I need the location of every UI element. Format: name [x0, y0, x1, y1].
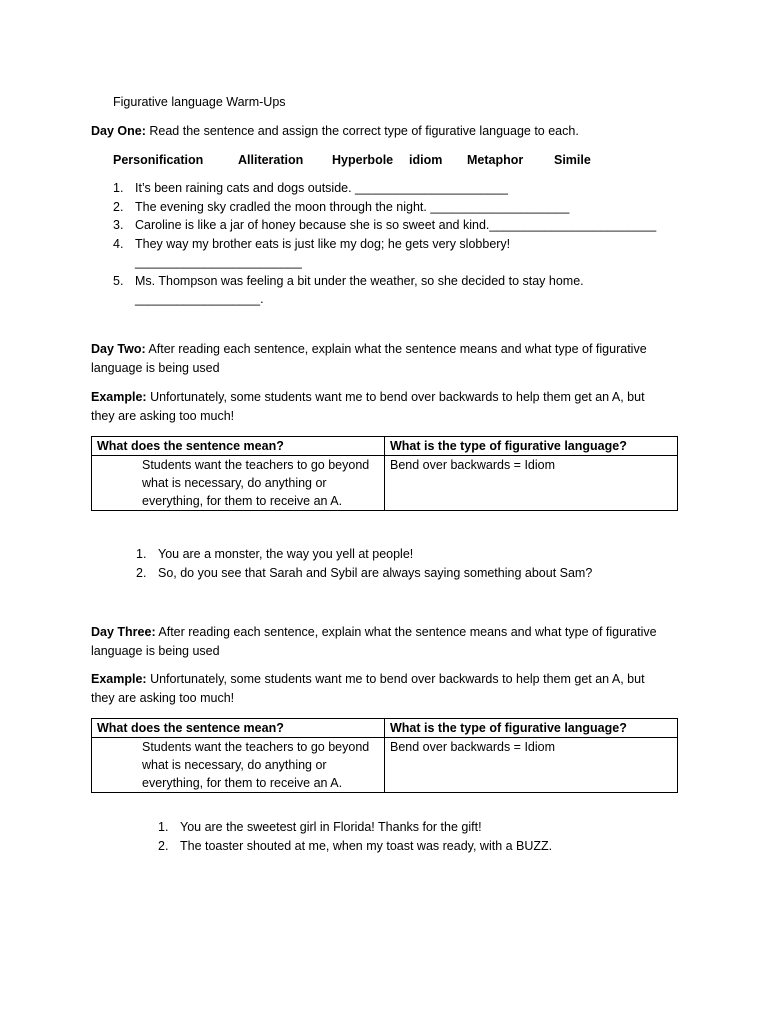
day-two-instructions	[91, 340, 671, 377]
day-one-text: Read the sentence and assign the correct type of figurative language to each.	[145, 124, 579, 138]
day-three-example-text: Unfortunately, some students want me to bend over backwards to help them get an A, but they are asking too much!	[91, 672, 645, 705]
day-two-example-label: Example:	[91, 390, 147, 404]
day-three-example-label: Example:	[91, 672, 147, 686]
day-two-label: Day Two:	[91, 342, 146, 356]
list-item: 2. The evening sky cradled the moon through the night. ____________________	[113, 199, 570, 214]
list-item: 4. They way my brother eats is just like my dog; he gets very slobbery! ________________________	[113, 236, 511, 269]
table-header-type: What is the type of figurative language?	[385, 437, 678, 456]
list-item: 1. You are a monster, the way you yell at people!	[136, 547, 414, 561]
list-item: 2. So, do you see that Sarah and Sybil are always saying something about Sam?	[136, 565, 593, 580]
day-two-table	[91, 436, 678, 511]
day-two-example	[91, 388, 671, 425]
day-two-text: After reading each sentence, explain what the sentence means and what type of figurative language is being used	[91, 342, 647, 375]
type-idiom: idiom	[409, 153, 443, 167]
list-item: 2. The toaster shouted at me, when my toast was ready, with a BUZZ.	[158, 838, 553, 853]
day-three-example	[91, 670, 671, 707]
list-item: 1. You are the sweetest girl in Florida! Thanks for the gift!	[158, 820, 482, 834]
table-cell-type: Bend over backwards = Idiom	[385, 738, 678, 793]
type-hyperbole: Hyperbole	[332, 153, 394, 167]
type-alliteration: Alliteration	[238, 153, 304, 167]
day-two-list	[136, 545, 592, 582]
day-two-example-text: Unfortunately, some students want me to bend over backwards to help them get an A, but they are asking too much!	[91, 390, 645, 423]
day-one-label: Day One:	[91, 124, 146, 138]
table-cell-type: Bend over backwards = Idiom	[385, 456, 678, 511]
table-row	[92, 456, 678, 511]
page-title: Figurative language Warm-Ups	[113, 95, 286, 109]
day-three-list	[158, 818, 552, 855]
list-item: 3. Caroline is like a jar of honey because she is so sweet and kind.________________________	[113, 218, 657, 232]
table-header-meaning: What does the sentence mean?	[92, 437, 385, 456]
table-row	[92, 738, 678, 793]
day-three-table	[91, 718, 678, 793]
list-item: 5. Ms. Thompson was feeling a bit under the weather, so she decided to stay home. __________________.	[113, 273, 584, 306]
day-three-text: After reading each sentence, explain what the sentence means and what type of figurative language is being used	[91, 625, 657, 658]
table-cell-meaning: Students want the teachers to go beyond what is necessary, do anything or everything, for them to receive an A.	[92, 738, 385, 793]
list-item: 1. It’s been raining cats and dogs outside. ______________________	[113, 181, 508, 195]
day-three-label: Day Three:	[91, 625, 156, 639]
table-header-meaning: What does the sentence mean?	[92, 719, 385, 738]
table-header-type: What is the type of figurative language?	[385, 719, 678, 738]
day-three-instructions	[91, 623, 671, 660]
type-personification: Personification	[113, 153, 204, 167]
table-cell-meaning: Students want the teachers to go beyond what is necessary, do anything or everything, for them to receive an A.	[92, 456, 385, 511]
day-one-instructions	[91, 122, 579, 141]
type-metaphor: Metaphor	[467, 153, 524, 167]
day-one-list	[113, 179, 656, 309]
type-simile: Simile	[554, 153, 591, 167]
